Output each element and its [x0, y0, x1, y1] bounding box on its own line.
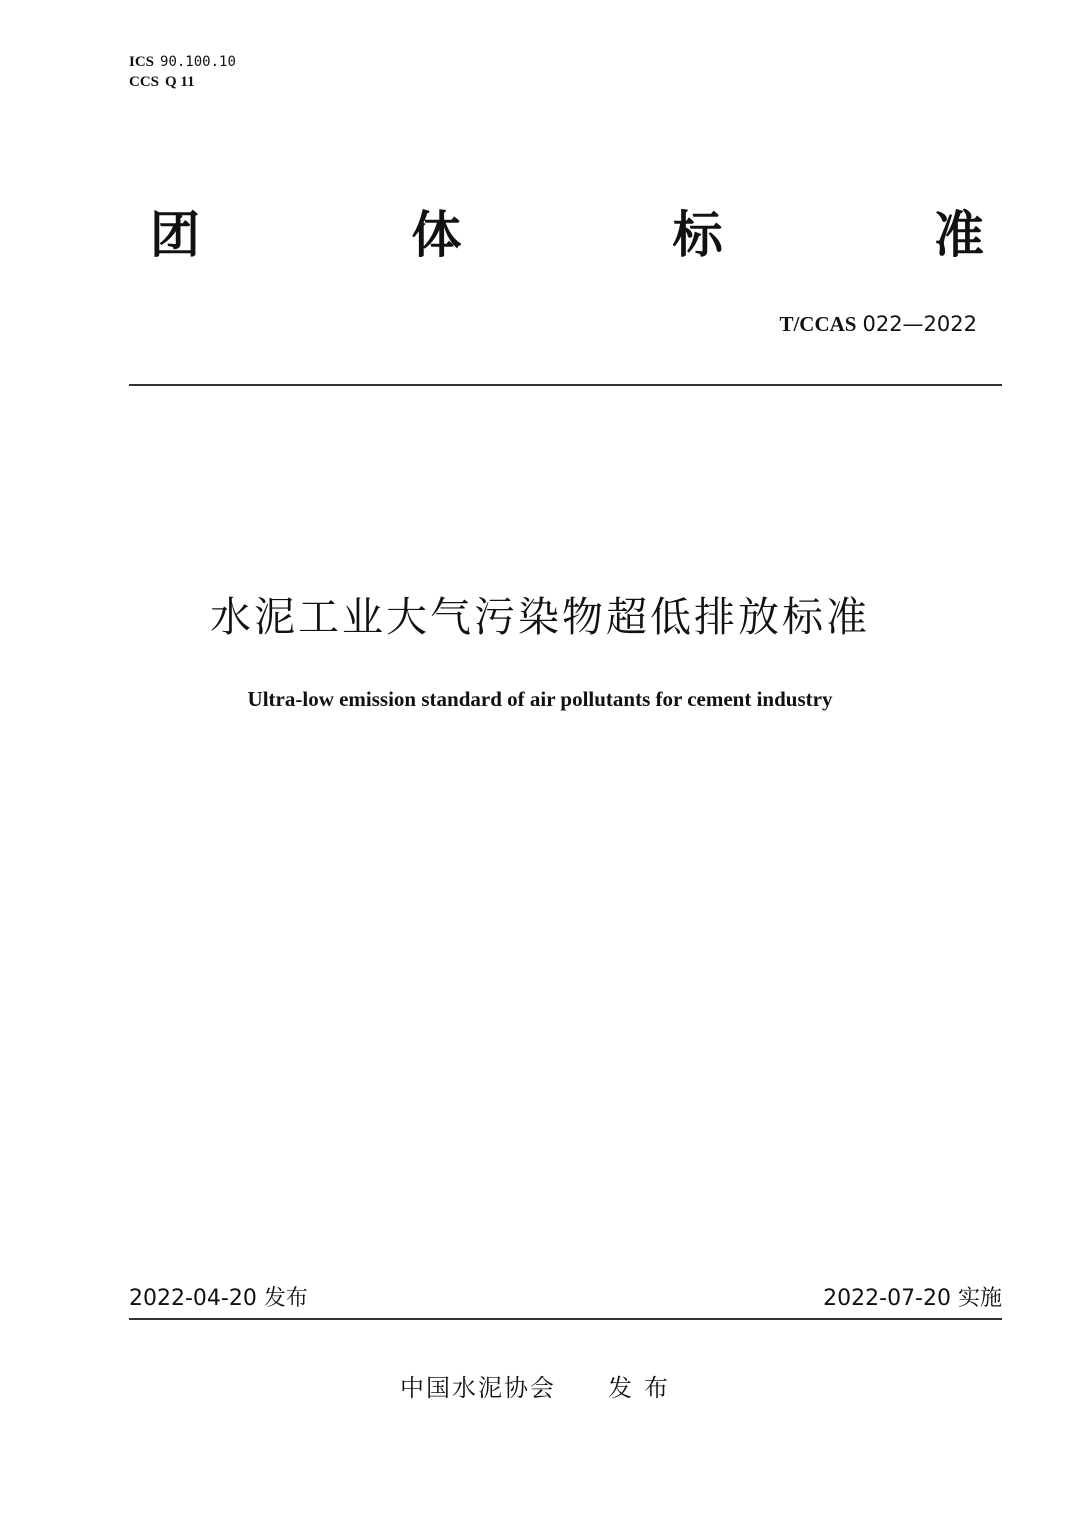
document-title-english: Ultra-low emission standard of air pollutants for cement industry [247, 687, 833, 711]
standard-number-value: 022—2022 [862, 312, 977, 336]
document-title-chinese: 水泥工业大气污染物超低排放标准 [210, 593, 870, 641]
standard-type-char: 标 [672, 206, 723, 264]
issue-date: 2022-04-20 发布 [129, 1286, 308, 1311]
implementation-date: 2022-07-20 实施 [823, 1286, 1002, 1311]
standard-type-char: 团 [150, 206, 200, 264]
standard-number [779, 311, 977, 337]
standard-type-char: 准 [933, 206, 984, 264]
standard-type-heading [146, 203, 988, 267]
header-divider [129, 384, 1002, 386]
ics-code-row [129, 52, 236, 72]
publisher-organization: 中国水泥协会 [400, 1374, 556, 1402]
classification-codes [129, 52, 236, 92]
ccs-code: Q 11 [165, 74, 195, 90]
ccs-label: CCS [129, 74, 160, 90]
ics-code: 90.100.10 [160, 54, 236, 70]
footer-divider [129, 1318, 1002, 1320]
standard-number-prefix: T/CCAS [779, 312, 857, 336]
ics-label: ICS [129, 54, 155, 70]
standard-type-char: 体 [411, 206, 462, 264]
publisher-line [0, 1372, 1080, 1404]
ccs-code-row [129, 72, 236, 92]
publisher-action: 发布 [608, 1374, 680, 1402]
